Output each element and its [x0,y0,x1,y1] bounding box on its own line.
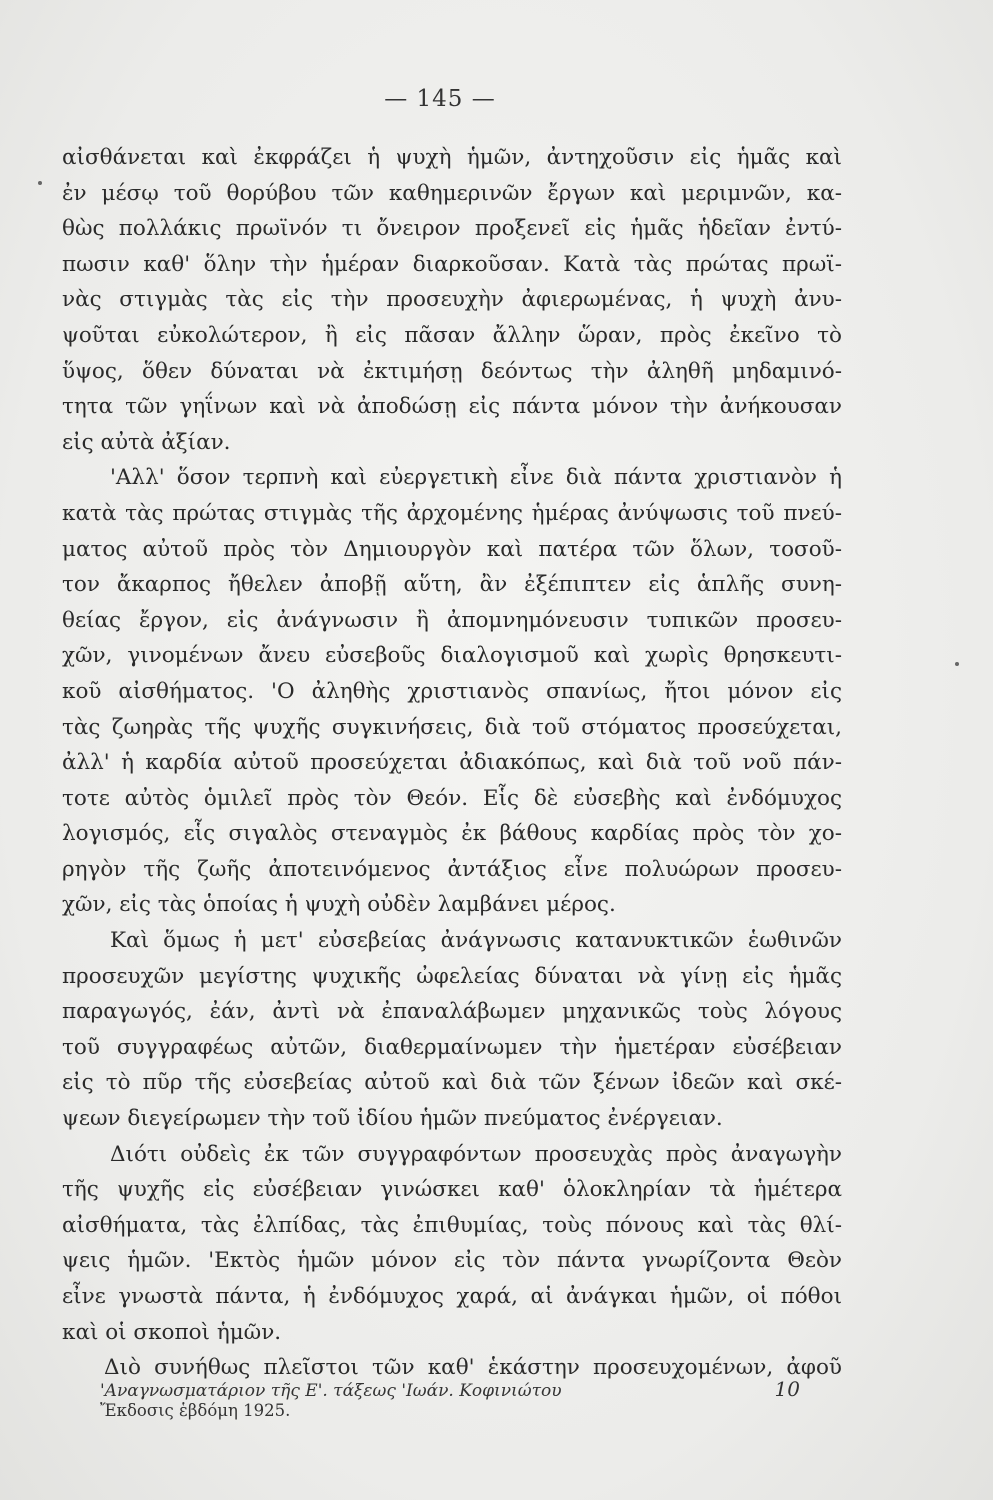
text-line: τῆς ψυχῆς εἰς εὐσέβειαν γινώσκει καθ' ὁλοκληρίαν τὰ ἡμέτερα [62,1177,842,1203]
text-line: θὼς πολλάκις πρωϊνόν τι ὄνειρον προξενεῖ εἰς ἡμᾶς ἡδεῖαν ἐντύ- [62,216,842,242]
text-line: ὕψος, ὅθεν δύναται νὰ ἐκτιμήσῃ δεόντως τὴν ἀληθῆ μηδαμινό- [62,358,842,384]
text-line: ρηγὸν τῆς ζωῆς ἀποτεινόμενος ἀντάξιος εἶνε πολυώρων προσευ- [62,856,842,882]
text-line: κοῦ αἰσθήματος. 'Ο ἀληθὴς χριστιανὸς σπανίως, ἤτοι μόνον εἰς [62,678,842,704]
text-line: αἰσθάνεται καὶ ἐκφράζει ἡ ψυχὴ ἡμῶν, ἀντηχοῦσιν εἰς ἡμᾶς καὶ [62,145,842,170]
text-line: λογισμός, εἷς σιγαλὸς στεναγμὸς ἐκ βάθους καρδίας πρὸς τὸν χο- [62,821,842,847]
text-line: πωσιν καθ' ὅλην τὴν ἡμέραν διαρκοῦσαν. Κατὰ τὰς πρώτας πρωϊ- [62,251,842,277]
body-text [62,140,842,1386]
text-line: ἐν μέσῳ τοῦ θορύβου τῶν καθημερινῶν ἔργων καὶ μεριμνῶν, κα- [62,180,842,206]
text-line: ψοῦται εὐκολώτερον, ἢ εἰς πᾶσαν ἄλλην ὥραν, πρὸς ἐκεῖνο τὸ [62,322,842,348]
text-line: ψεων διεγείρωμεν τὴν τοῦ ἰδίου ἡμῶν πνεύματος ἐνέργειαν. [62,1106,723,1132]
text-line: ψεις ἡμῶν. 'Εκτὸς ἡμῶν μόνον εἰς τὸν πάντα γνωρίζοντα Θεὸν [62,1248,842,1274]
text-line: προσευχῶν μεγίστης ψυχικῆς ὠφελείας δύναται νὰ γίνῃ εἰς ἡμᾶς [62,963,842,989]
footer-book-title: 'Αναγνωσματάριον τῆς Ε'. τάξεως 'Ιωάν. Κοφινιώτου [100,1381,562,1401]
text-line: 'Αλλ' ὅσον τερπνὴ καὶ εὐεργετικὴ εἶνε διὰ πάντα χριστιανὸν ἡ [110,465,842,491]
page-number: — 145 — [384,86,496,112]
print-speck [955,662,959,666]
text-line: εἰς τὸ πῦρ τῆς εὐσεβείας αὐτοῦ καὶ διὰ τῶν ξένων ἰδεῶν καὶ σκέ- [62,1070,842,1096]
text-line: Διότι οὐδεὶς ἐκ τῶν συγγραφόντων προσευχὰς πρὸς ἀναγωγὴν [110,1141,842,1167]
text-line: εἰς αὐτὰ ἀξίαν. [62,429,231,455]
footer-signature-line [100,1377,840,1401]
text-line: τοτε αὐτὸς ὁμιλεῖ πρὸς τὸν Θεόν. Εἷς δὲ εὐσεβὴς καὶ ἐνδόμυχος [62,785,842,811]
text-line: καὶ οἱ σκοποὶ ἡμῶν. [62,1319,282,1345]
text-line: παραγωγός, ἐάν, ἀντὶ νὰ ἐπαναλάβωμεν μηχανικῶς τοὺς λόγους [62,999,842,1025]
text-line: θείας ἔργον, εἰς ἀνάγνωσιν ἢ ἀπομνημόνευσιν τυπικῶν προσευ- [62,607,842,633]
text-line: εἶνε γνωστὰ πάντα, ἡ ἐνδόμυχος χαρά, αἱ ἀνάγκαι ἡμῶν, οἱ πόθοι [62,1284,842,1309]
text-line: ματος αὐτοῦ πρὸς τὸν Δημιουργὸν καὶ πατέρα τῶν ὅλων, τοσοῦ- [62,536,842,562]
text-line: τητα τῶν γηΐνων καὶ νὰ ἀποδώσῃ εἰς πάντα μόνον τὴν ἀνήκουσαν [62,394,842,420]
text-line: Διὸ συνήθως πλεῖστοι τῶν καθ' ἑκάστην προσευχομένων, ἀφοῦ [104,1355,842,1381]
text-line: τοῦ συγγραφέως αὐτῶν, διαθερμαίνωμεν τὴν ἡμετέραν εὐσέβειαν [62,1034,842,1060]
text-line: αἰσθήματα, τὰς ἐλπίδας, τὰς ἐπιθυμίας, τοὺς πόνους καὶ τὰς θλί- [62,1212,842,1238]
print-speck [38,181,42,185]
footer-edition: Ἔκδοσις ἑβδόμη 1925. [100,1401,291,1420]
text-line: χῶν, γινομένων ἄνευ εὐσεβοῦς διαλογισμοῦ καὶ χωρὶς θρησκευτι- [62,643,842,669]
text-line: ἀλλ' ἡ καρδία αὐτοῦ προσεύχεται ἀδιακόπως, καὶ διὰ τοῦ νοῦ πάν- [62,750,842,776]
text-line: χῶν, εἰς τὰς ὁποίας ἡ ψυχὴ οὐδὲν λαμβάνει μέρος. [62,892,616,918]
text-line: τον ἄκαρπος ἤθελεν ἀποβῇ αὕτη, ἂν ἐξέπιπτεν εἰς ἁπλῆς συνη- [62,572,842,598]
text-line: τὰς ζωηρὰς τῆς ψυχῆς συγκινήσεις, διὰ τοῦ στόματος προσεύχεται, [62,714,842,740]
text-line: Καὶ ὅμως ἡ μετ' εὐσεβείας ἀνάγνωσις κατανυκτικῶν ἑωθινῶν [110,928,842,954]
text-line: κατὰ τὰς πρώτας στιγμὰς τῆς ἀρχομένης ἡμέρας ἀνύψωσις τοῦ πνεύ- [62,500,842,526]
footer-signature-mark: 10 [774,1377,800,1401]
text-line: νὰς στιγμὰς τὰς εἰς τὴν προσευχὴν ἀφιερωμένας, ἡ ψυχὴ ἀνυ- [62,287,842,313]
